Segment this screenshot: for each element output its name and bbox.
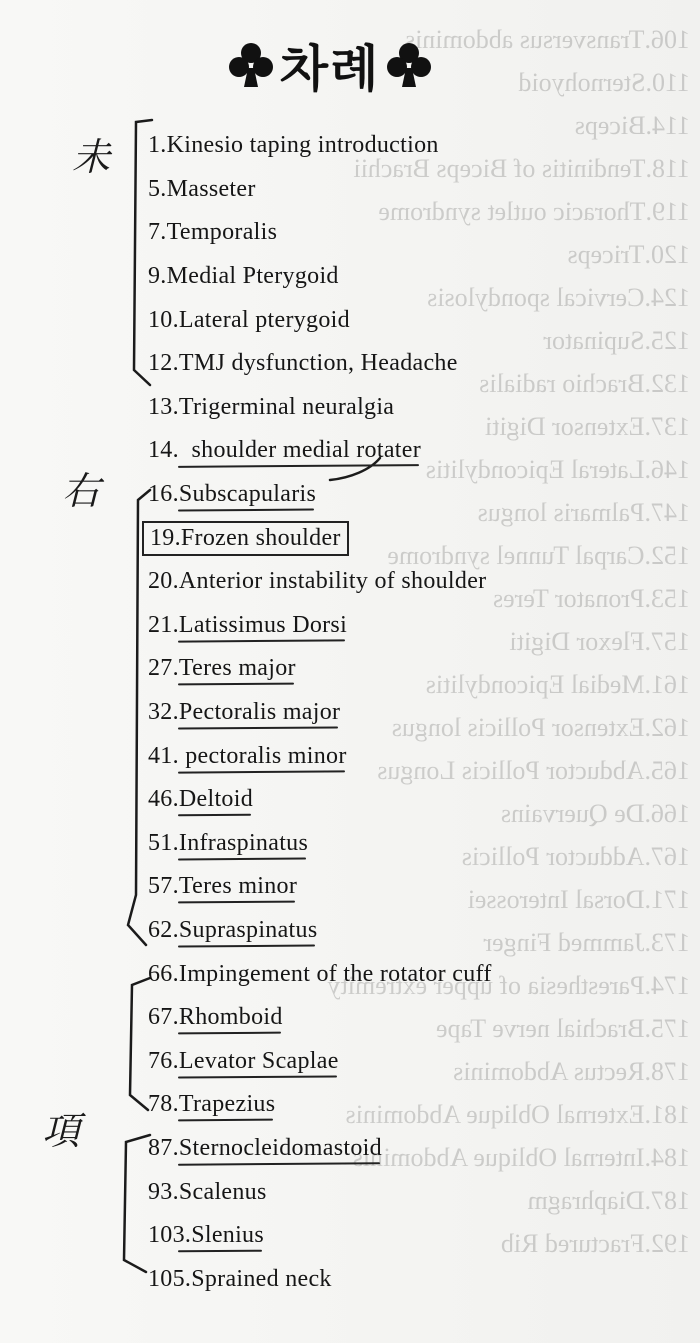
margin-mark-3: 項 (42, 1109, 81, 1153)
toc-entry[interactable] (148, 996, 688, 1040)
toc-entry[interactable] (148, 516, 688, 560)
toc-entry-text: 41. pectoralis minor (148, 742, 347, 769)
toc-entry-text: 27.Teres major (148, 655, 296, 682)
toc-entry-text: 9.Medial Pterygoid (148, 263, 339, 290)
toc-entry[interactable] (148, 429, 688, 473)
toc-entry-text: 13.Trigerminal neuralgia (148, 393, 395, 420)
toc-entry[interactable] (148, 386, 688, 430)
toc-entry[interactable] (148, 255, 688, 299)
club-icon (386, 40, 432, 90)
toc-entry[interactable] (148, 909, 688, 953)
toc-entry[interactable] (148, 778, 688, 822)
page-title (210, 30, 450, 100)
toc-entry[interactable] (148, 124, 688, 168)
title-text: 차례 (279, 40, 381, 98)
toc-entry-text: 51.Infraspinatus (148, 829, 309, 856)
toc-entry[interactable] (148, 1039, 688, 1083)
toc-entry[interactable] (148, 1170, 688, 1214)
toc-entry[interactable] (148, 342, 688, 386)
toc-entry[interactable] (148, 168, 688, 212)
toc-entry-text: 12.TMJ dysfunction, Headache (148, 350, 458, 377)
toc-entry[interactable] (148, 473, 688, 517)
toc-entry[interactable] (148, 691, 688, 735)
toc-entry-text: 57.Teres minor (148, 873, 298, 900)
toc-entry-text: 76.Levator Scaplae (148, 1047, 339, 1074)
toc-entry[interactable] (148, 822, 688, 866)
toc-entry[interactable] (148, 298, 688, 342)
toc-entry-text: 1.Kinesio taping introduction (148, 132, 439, 159)
toc-entry[interactable] (148, 560, 688, 604)
toc-entry-text: 67.Rhomboid (148, 1004, 283, 1031)
toc-entry-text: 5.Masseter (148, 175, 256, 202)
club-icon (228, 40, 274, 90)
toc-entry[interactable] (148, 865, 688, 909)
toc-entry-text: 93.Scalenus (148, 1178, 267, 1205)
toc-entry[interactable] (148, 952, 688, 996)
toc-entry-text: 10.Lateral pterygoid (148, 306, 350, 333)
toc-entry-text: 78.Trapezius (148, 1091, 276, 1118)
toc-entry-text: 16.Subscapularis (148, 481, 317, 508)
toc-entry[interactable] (148, 211, 688, 255)
toc-entry[interactable] (148, 647, 688, 691)
bleed-through-text: 106.Transversus abdominis 110.Sternohyoid 114.Biceps 118.Tendinitis of Biceps Brachii 119.Thoracic outlet syndrome 120.Triceps 124.Cervical spondylosis 125.Supinator 132.Brachio radialis 137.Extensor Digiti 146.Lateral Epicondylitis 147.Palmaris longus 152.Carpal Tunnel syndrome 153.Pronator Teres 157.Flexor Digiti 161.Medial Epicondylitis 162.Extensor Pollicis longus 165.Abductor Pollicis Longus 166.De Quervains 167.Adductor Pollicis 171.Dorsal Interossei 173.Jammed Finger 174.Paresthesia of upper extremity 175.Brachial nerve Tape 178.Rectus Abdominis 181.External Oblique Abdominis 184.Internal Oblique Abdominis 187.Diaphragm 192.Fractured Rib (327, 25, 690, 1258)
toc-entry[interactable] (148, 1127, 688, 1171)
toc-entry-text: 14. shoulder medial rotater (148, 437, 421, 464)
toc-entry-text: 21.Latissimus Dorsi (148, 611, 348, 638)
toc-entry-text: 62.Supraspinatus (148, 916, 318, 943)
toc-entry-text: 46.Deltoid (148, 786, 253, 813)
toc-entry-text: 7.Temporalis (148, 219, 278, 246)
toc-entry-text: 103.Slenius (148, 1222, 264, 1249)
toc-entry-text: 20.Anterior instability of shoulder (148, 568, 487, 595)
toc-entry[interactable] (148, 604, 688, 648)
toc-entry-text: 32.Pectoralis major (148, 699, 341, 726)
toc-entry-text: 87.Sternocleidomastoid (148, 1134, 382, 1161)
toc-entry[interactable] (148, 1083, 688, 1127)
margin-mark-2: 右 (62, 469, 101, 513)
toc-entry[interactable] (148, 734, 688, 778)
toc-entry-text: 19.Frozen shoulder (142, 521, 349, 556)
margin-mark-1: 未 (72, 135, 111, 179)
toc-entry-text: 105.Sprained neck (148, 1265, 332, 1292)
toc-entry-text: 66.Impingement of the rotator cuff (148, 960, 492, 987)
toc-entry[interactable] (148, 1214, 688, 1258)
toc-entry[interactable] (148, 1257, 688, 1301)
table-of-contents (148, 124, 688, 1301)
